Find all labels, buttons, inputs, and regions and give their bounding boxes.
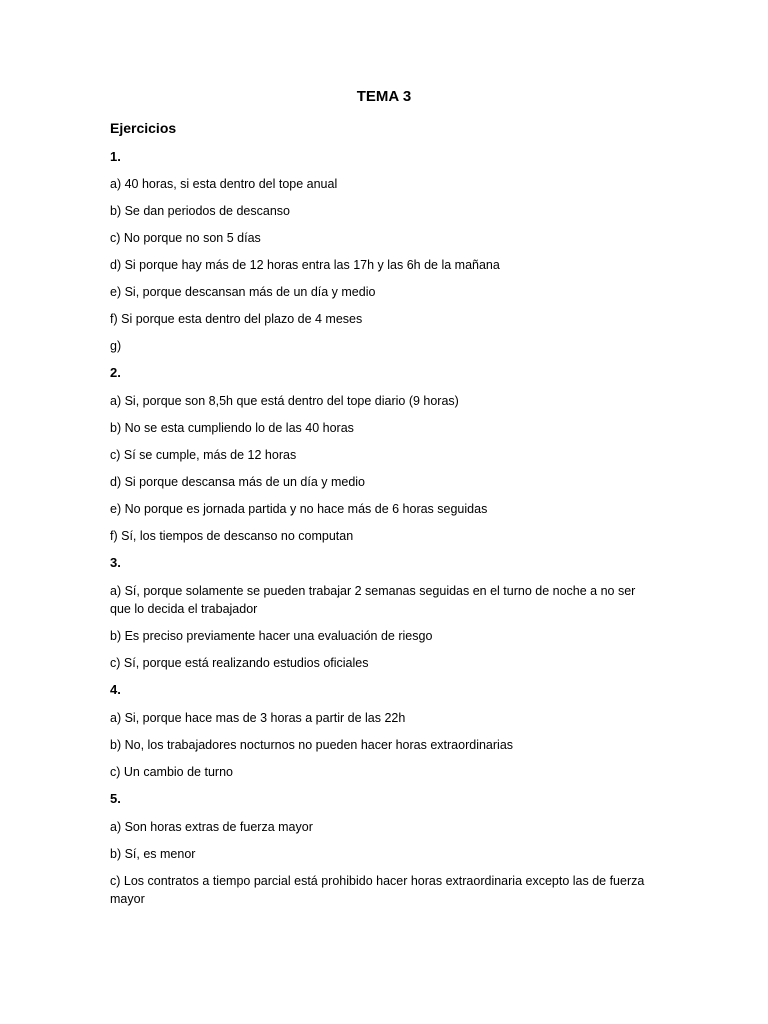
exercise-section-3 <box>110 555 658 672</box>
answer-line: f) Si porque esta dentro del plazo de 4 meses <box>110 312 363 326</box>
answer-line: a) Si, porque hace mas de 3 horas a partir de las 22h <box>110 711 406 725</box>
page-title: TEMA 3 <box>356 88 412 105</box>
answer-line: b) Se dan periodos de descanso <box>110 204 290 218</box>
exercise-number: 5. <box>110 791 121 806</box>
answer-line: c) No porque no son 5 días <box>110 231 261 245</box>
answer-line: d) Si porque descansa más de un día y medio <box>110 475 366 489</box>
answer-line: g) <box>110 339 122 353</box>
answer-line: a) 40 horas, si esta dentro del tope anual <box>110 177 338 191</box>
exercise-number: 2. <box>110 365 121 380</box>
answer-line: c) Sí se cumple, más de 12 horas <box>110 448 297 462</box>
document-content <box>110 120 658 917</box>
answer-line: c) Un cambio de turno <box>110 765 233 779</box>
answer-line: e) No porque es jornada partida y no hace más de 6 horas seguidas <box>110 502 488 516</box>
answer-line: a) Son horas extras de fuerza mayor <box>110 820 313 834</box>
answer-line: c) Los contratos a tiempo parcial está prohibido hacer horas extraordinaria excepto las de fuerza mayor <box>110 874 645 906</box>
answer-line: a) Si, porque son 8,5h que está dentro del tope diario (9 horas) <box>110 394 459 408</box>
exercise-number: 4. <box>110 682 121 697</box>
answer-line: f) Sí, los tiempos de descanso no computan <box>110 529 354 543</box>
answer-line: b) No, los trabajadores nocturnos no pueden hacer horas extraordinarias <box>110 738 514 752</box>
answer-line: b) No se esta cumpliendo lo de las 40 horas <box>110 421 354 435</box>
exercise-section-1 <box>110 149 658 355</box>
exercise-section-5 <box>110 791 658 908</box>
exercise-number: 1. <box>110 149 121 164</box>
exercise-section-2 <box>110 365 658 545</box>
answer-line: b) Sí, es menor <box>110 847 196 861</box>
answer-line: b) Es preciso previamente hacer una evaluación de riesgo <box>110 629 433 643</box>
exercise-number: 3. <box>110 555 121 570</box>
answer-line: a) Sí, porque solamente se pueden trabajar 2 semanas seguidas en el turno de noche a no ser que lo decida el trabajador <box>110 584 636 616</box>
exercise-section-4 <box>110 682 658 781</box>
exercises-heading: Ejercicios <box>110 120 177 136</box>
answer-line: c) Sí, porque está realizando estudios oficiales <box>110 656 369 670</box>
answer-line: e) Si, porque descansan más de un día y medio <box>110 285 376 299</box>
answer-line: d) Si porque hay más de 12 horas entra las 17h y las 6h de la mañana <box>110 258 500 272</box>
